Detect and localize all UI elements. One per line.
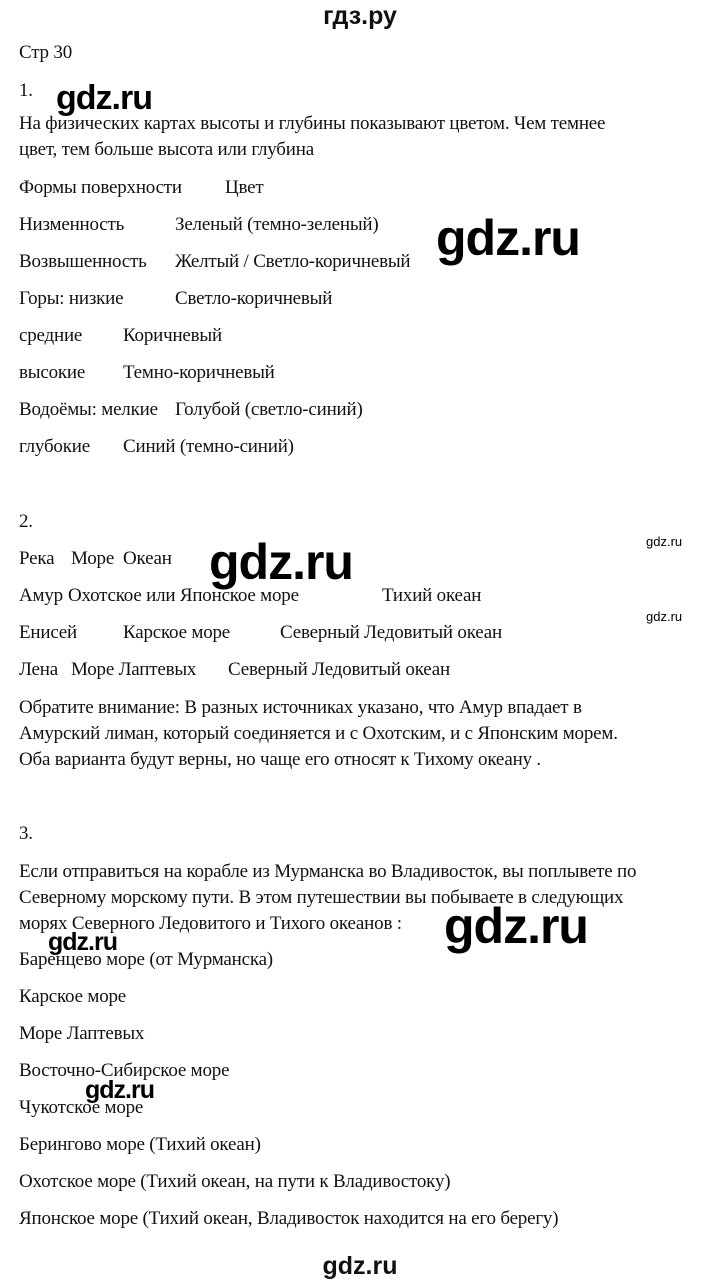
table-row (19, 658, 450, 682)
footer-watermark: gdz.ru (322, 1252, 398, 1280)
table-row (19, 361, 275, 385)
row-form: Водоёмы: мелкие (19, 399, 158, 420)
row-color: Коричневый (123, 325, 222, 346)
list-item: Чукотское море (19, 1097, 144, 1118)
list-item: Баренцево море (от Мурманска) (19, 949, 273, 970)
row-sea: Море Лаптевых (71, 659, 197, 680)
task-2-note-line-1: Обратите внимание: В разных источниках указано, что Амур впадает в (19, 697, 582, 718)
watermark: gdz.ru (209, 534, 353, 590)
table-row (19, 287, 333, 311)
task-2-note-line-2: Амурский лиман, который соединяется и с Охотским, и с Японским морем. (19, 723, 618, 744)
header-color: Цвет (225, 177, 264, 198)
task-2-table-header (19, 547, 172, 571)
row-ocean: Северный Ледовитый океан (228, 659, 450, 680)
watermark: gdz.ru (436, 210, 580, 266)
task-3-number: 3. (19, 823, 33, 844)
row-ocean: Северный Ледовитый океан (280, 622, 502, 643)
task-2-number: 2. (19, 511, 33, 532)
task-1-intro-line-2: цвет, тем больше высота или глубина (19, 139, 314, 160)
list-item: Японское море (Тихий океан, Владивосток находится на его берегу) (19, 1208, 559, 1229)
table-row (19, 250, 411, 274)
table-row (19, 584, 482, 608)
task-1-table-header (19, 176, 264, 200)
table-row (19, 621, 502, 645)
row-sea: Охотское или Японское море (68, 585, 299, 606)
header-sea: Море (71, 548, 115, 569)
row-color: Темно-коричневый (123, 362, 275, 383)
row-color: Светло-коричневый (175, 288, 333, 309)
list-item: Восточно-Сибирское море (19, 1060, 230, 1081)
table-row (19, 398, 363, 422)
header-ocean: Океан (123, 548, 172, 569)
row-sea: Карское море (123, 622, 231, 643)
row-ocean: Тихий океан (382, 585, 482, 606)
table-row (19, 213, 379, 237)
row-river: Енисей (19, 622, 78, 643)
page-label: Стр 30 (19, 42, 73, 63)
row-color: Синий (темно-синий) (123, 436, 294, 457)
row-form: Низменность (19, 214, 125, 235)
row-form: средние (19, 325, 83, 346)
row-color: Желтый / Светло-коричневый (175, 251, 411, 272)
watermark: gdz.ru (646, 609, 683, 624)
row-river: Лена (19, 659, 58, 680)
task-1-intro-line-1: На физических картах высоты и глубины показывают цветом. Чем темнее (19, 113, 606, 134)
row-color: Голубой (светло-синий) (175, 399, 363, 420)
task-3-intro-line-2: Северному морскому пути. В этом путешествии вы побываете в следующих (19, 887, 624, 908)
header-river: Река (19, 548, 55, 569)
watermark: gdz.ru (85, 1076, 154, 1104)
row-form: высокие (19, 362, 86, 383)
site-header-title: гдз.ру (323, 2, 397, 30)
watermark: gdz.ru (444, 898, 588, 954)
row-form: Возвышенность (19, 251, 147, 272)
task-3-intro-line-1: Если отправиться на корабле из Мурманска во Владивосток, вы поплывете по (19, 861, 637, 882)
list-item: Карское море (19, 986, 127, 1007)
task-3-intro-line-3: морях Северного Ледовитого и Тихого океанов : (19, 913, 402, 934)
list-item: Море Лаптевых (19, 1023, 145, 1044)
row-river: Амур (19, 585, 63, 606)
list-item: Охотское море (Тихий океан, на пути к Владивостоку) (19, 1171, 451, 1192)
table-row (19, 435, 294, 459)
watermark: gdz.ru (48, 928, 117, 956)
row-color: Зеленый (темно-зеленый) (175, 214, 379, 235)
header-surface-forms: Формы поверхности (19, 177, 182, 198)
list-item: Берингово море (Тихий океан) (19, 1134, 261, 1155)
watermark: gdz.ru (646, 534, 683, 549)
watermark: gdz.ru (56, 79, 152, 117)
row-form: глубокие (19, 436, 90, 457)
task-2-note-line-3: Оба варианта будут верны, но чаще его относят к Тихому океану . (19, 749, 541, 770)
row-form: Горы: низкие (19, 288, 124, 309)
task-1-number: 1. (19, 80, 33, 101)
table-row (19, 324, 222, 348)
